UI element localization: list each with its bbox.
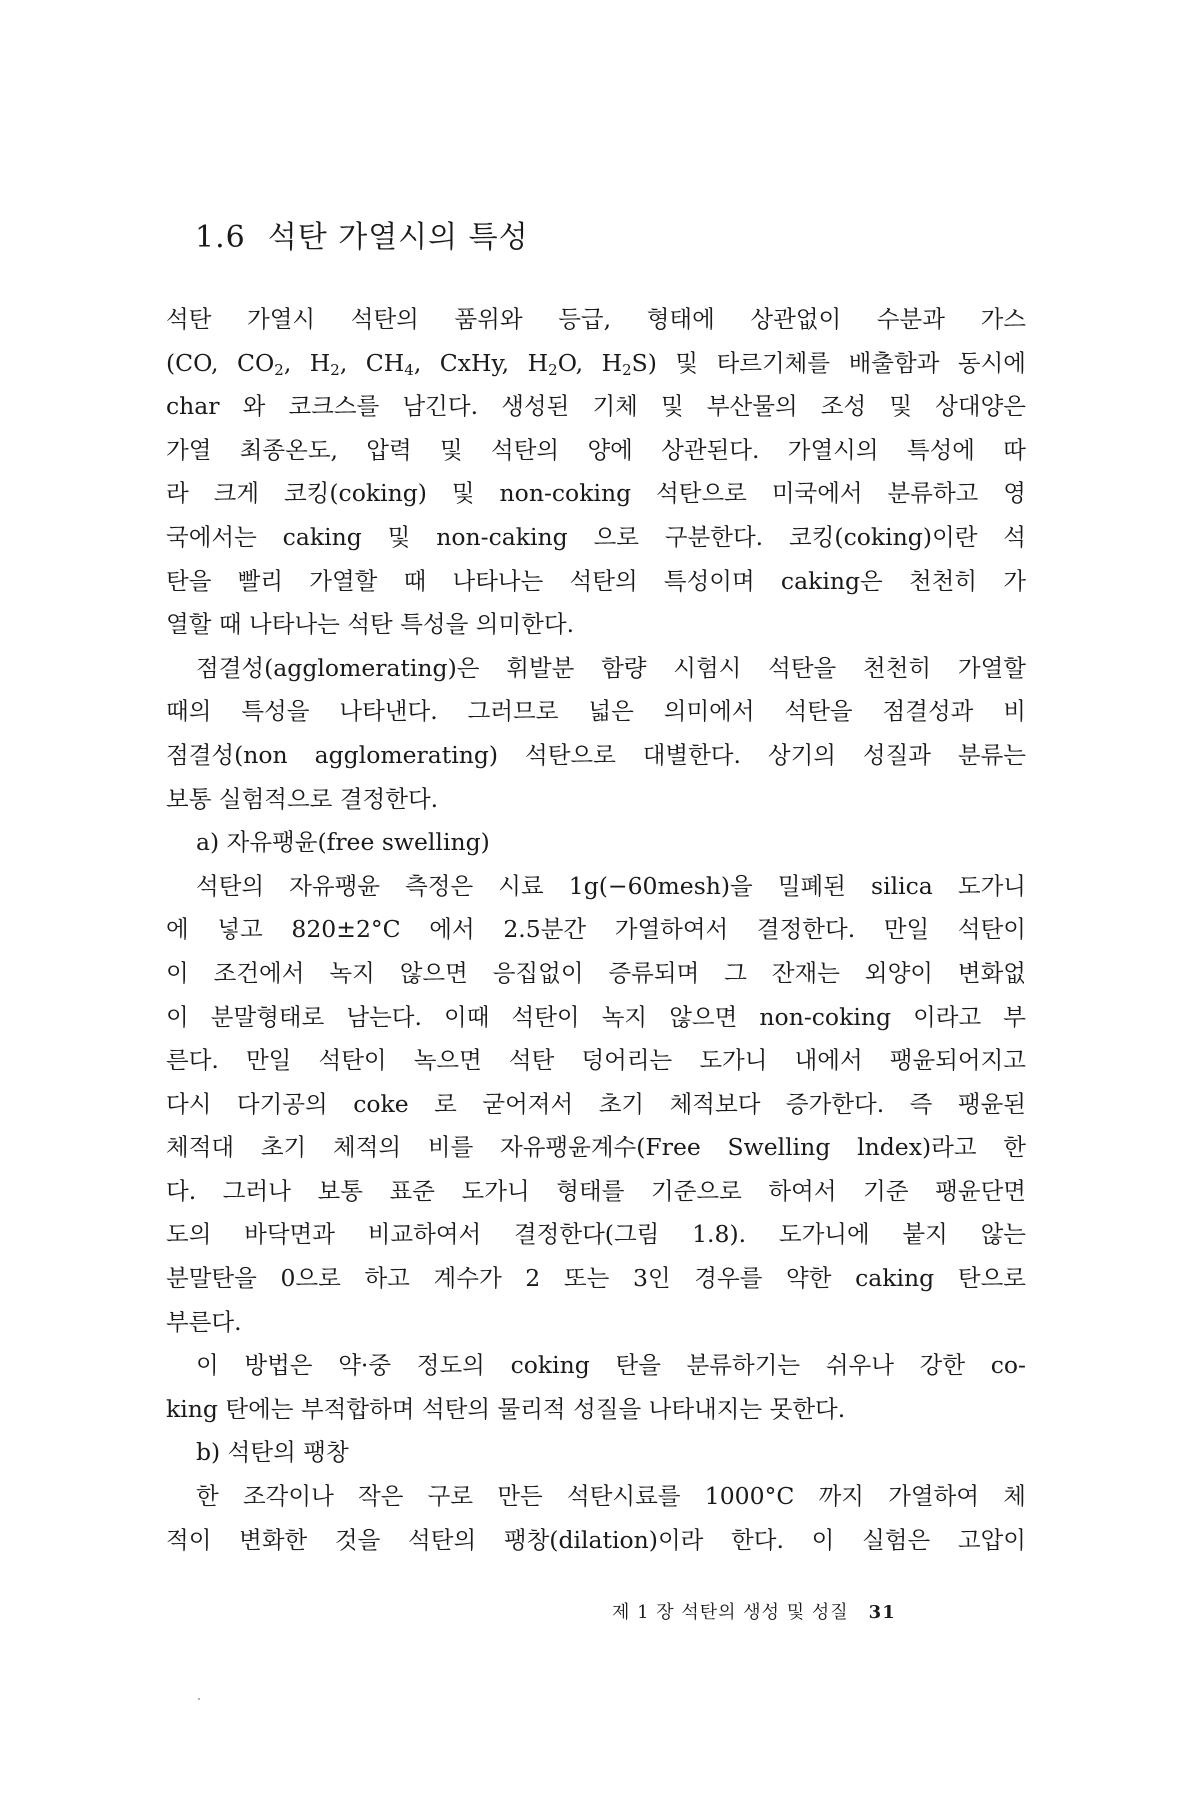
- text-line: char 와 코크스를 남긴다. 생성된 기체 및 부산물의 조성 및 상대양은: [166, 392, 1026, 421]
- text-line: 점결성(non agglomerating) 석탄으로 대별한다. 상기의 성질과 분류는: [166, 740, 1026, 769]
- text-line: 점결성(agglomerating)은 휘발분 함량 시험시 석탄을 천천히 가열할: [196, 653, 1026, 682]
- text-line: 이 조건에서 녹지 않으면 응집없이 증류되며 그 잔재는 외양이 변화없: [166, 958, 1026, 987]
- text-line: 체적대 초기 체적의 비를 자유팽윤계수(Free Swelling lndex)라고 한: [166, 1133, 1026, 1162]
- text-line: 석탄 가열시 석탄의 품위와 등급, 형태에 상관없이 수분과 가스: [166, 305, 1026, 333]
- section-heading: [195, 212, 529, 256]
- text-line: 탄을 빨리 가열할 때 나타나는 석탄의 특성이며 caking은 천천히 가: [166, 566, 1026, 595]
- subheading-b: b) 석탄의 팽창: [196, 1438, 349, 1467]
- text-line: 다. 그러나 보통 표준 도가니 형태를 기준으로 하여서 기준 팽윤단면: [166, 1176, 1026, 1205]
- text-line: 다시 다기공의 coke 로 굳어져서 초기 체적보다 증가한다. 즉 팽윤된: [166, 1089, 1026, 1118]
- text-line: 부른다.: [166, 1307, 242, 1336]
- scan-speck: [198, 1698, 200, 1700]
- text-line: 분말탄을 0으로 하고 계수가 2 또는 3인 경우를 약한 caking 탄으로: [166, 1264, 1026, 1293]
- running-footer: [612, 1598, 896, 1624]
- text-line: 에 넣고 820±2°C 에서 2.5분간 가열하여서 결정한다. 만일 석탄이: [166, 915, 1026, 944]
- section-number: 1.6: [195, 220, 246, 255]
- text-line: 때의 특성을 나타낸다. 그러므로 넓은 의미에서 석탄을 점결성과 비: [166, 697, 1026, 726]
- text-line: 른다. 만일 석탄이 녹으면 석탄 덩어리는 도가니 내에서 팽윤되어지고: [166, 1046, 1026, 1075]
- text-line: 국에서는 caking 및 non-caking 으로 구분한다. 코킹(coking)이란 석: [166, 522, 1026, 551]
- text-line: king 탄에는 부적합하며 석탄의 물리적 성질을 나타내지는 못한다.: [166, 1394, 846, 1423]
- body-text: [166, 298, 1026, 1562]
- text-line: 한 조각이나 작은 구로 만든 석탄시료를 1000°C 까지 가열하여 체: [196, 1482, 1026, 1511]
- text-line: 이 방법은 약·중 정도의 coking 탄을 분류하기는 쉬우나 강한 co-: [196, 1351, 1026, 1380]
- text-line: 도의 바닥면과 비교하여서 결정한다(그림 1.8). 도가니에 붙지 않는: [166, 1220, 1026, 1249]
- subheading-a: a) 자유팽윤(free swelling): [196, 828, 490, 857]
- section-title-text: 석탄 가열시의 특성: [267, 220, 529, 255]
- chapter-title: 제 1 장 석탄의 생성 및 성질: [612, 1602, 849, 1623]
- text-line: 열할 때 나타나는 석탄 특성을 의미한다.: [166, 610, 575, 639]
- text-line: 라 크게 코킹(coking) 및 non-coking 석탄으로 미국에서 분류하고 영: [166, 479, 1026, 508]
- formula-line: (CO, $CO_2$, $H_2$, $CH_4$, CxHy, $H_2O$, $H_2S$) 및 타르기체를 배출함과 동시에: [166, 348, 1026, 379]
- text-line: 보통 실험적으로 결정한다.: [166, 784, 439, 813]
- page-number: 31: [868, 1602, 896, 1623]
- text-line: 석탄의 자유팽윤 측정은 시료 1g(−60mesh)을 밀폐된 silica 도가니: [196, 871, 1026, 900]
- text-line: 적이 변화한 것을 석탄의 팽창(dilation)이라 한다. 이 실험은 고압이: [166, 1525, 1026, 1554]
- text-line: 이 분말형태로 남는다. 이때 석탄이 녹지 않으면 non-coking 이라고 부: [166, 1002, 1026, 1031]
- text-line: 가열 최종온도, 압력 및 석탄의 양에 상관된다. 가열시의 특성에 따: [166, 435, 1026, 464]
